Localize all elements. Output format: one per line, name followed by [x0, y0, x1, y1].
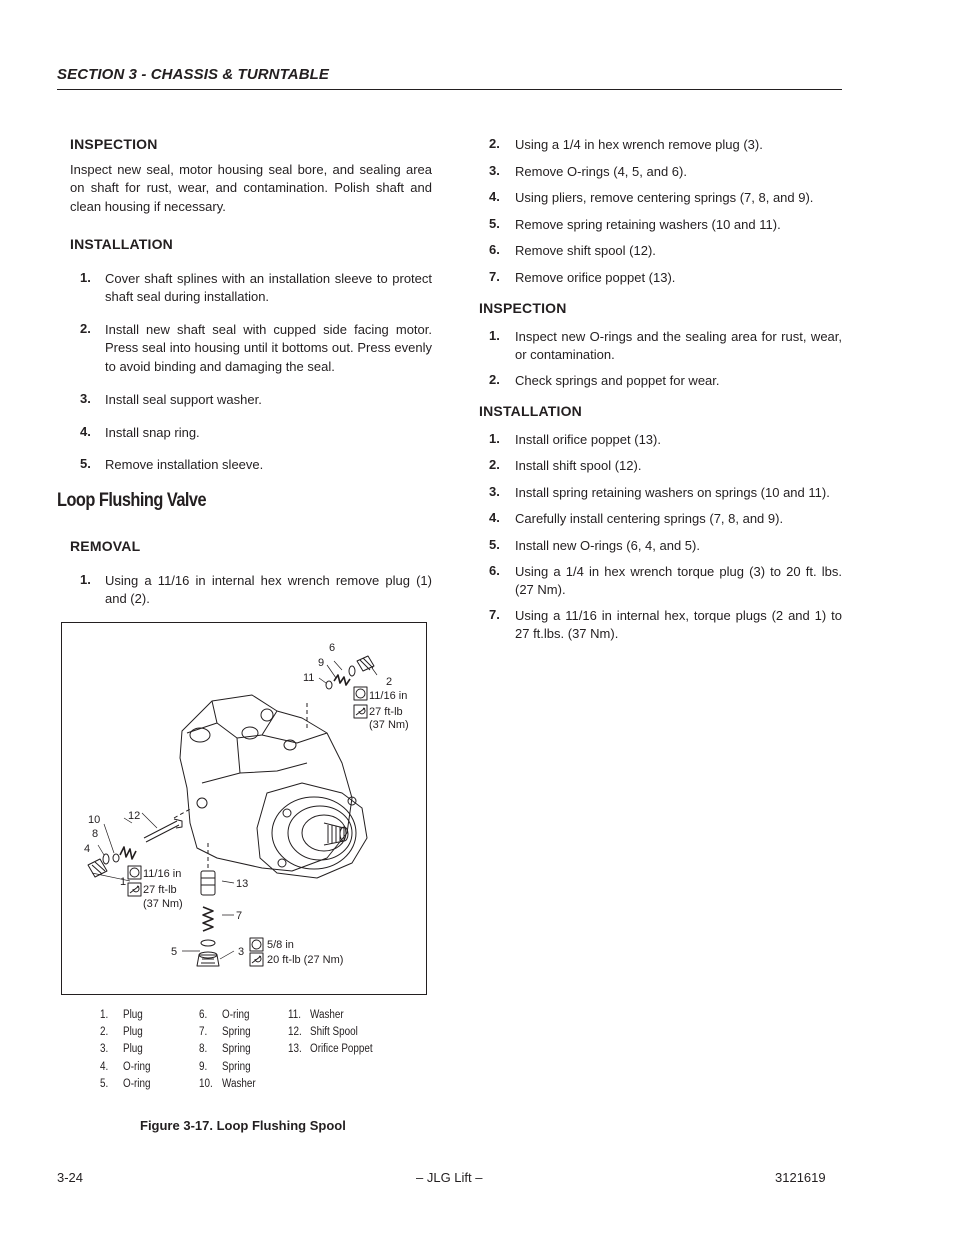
step-text: Using a 1/4 in hex wrench remove plug (3).: [515, 137, 763, 152]
step-text: Install snap ring.: [105, 425, 200, 440]
step-number: 3.: [80, 391, 91, 406]
step-text: Install new O-rings (6, 4, and 5).: [515, 538, 700, 553]
callout-11: 11: [303, 672, 315, 684]
legend-number: 7.: [199, 1026, 208, 1038]
plug-3-part: [197, 952, 219, 966]
step-number: 3.: [489, 484, 500, 499]
document-number: 3121619: [775, 1170, 826, 1185]
shift-spool-part: [144, 819, 182, 842]
oring-4-part: [103, 854, 109, 864]
inspection-text: Inspect new seal, motor housing seal bore, and sealing area on shaft for rust, wear, and contamination. Polish shaft and clean housing if necessary.: [70, 162, 432, 214]
torque-left-value: 27 ft-lb: [143, 884, 177, 896]
callout-8: 8: [92, 828, 99, 840]
step-number: 2.: [489, 372, 500, 387]
washer-10-part: [113, 854, 119, 862]
step-text: Using pliers, remove centering springs (7, 8, and 9).: [515, 190, 814, 205]
step-number: 6.: [489, 563, 500, 578]
loop-flushing-valve-heading: Loop Flushing Valve: [57, 490, 207, 511]
step-number: 1.: [80, 572, 91, 587]
legend-number: 11.: [288, 1009, 302, 1021]
step-text: Install shift spool (12).: [515, 458, 642, 473]
step-text: Remove shift spool (12).: [515, 243, 656, 258]
oring-5-part: [201, 940, 215, 946]
legend-number: 12.: [288, 1026, 302, 1038]
washer-11-part: [326, 681, 332, 689]
step-number: 2.: [489, 136, 500, 151]
header-rule: [57, 89, 842, 90]
step-text: Remove spring retaining washers (10 and 11).: [515, 217, 781, 232]
footer-brand: – JLG Lift –: [416, 1170, 483, 1185]
splined-shaft: [324, 823, 344, 845]
step-text: Using a 1/4 in hex wrench torque plug (3) to 20 ft. lbs. (27 Nm).: [515, 564, 842, 598]
legend-item: Orifice Poppet: [310, 1043, 373, 1055]
callout-4: 4: [84, 843, 91, 855]
step-number: 5.: [489, 216, 500, 231]
step-number: 5.: [80, 456, 91, 471]
legend-item: Washer: [222, 1078, 256, 1090]
spring-9-part: [334, 675, 350, 685]
step-text: Inspect new O-rings and the sealing area for rust, wear, or contamination.: [515, 329, 842, 363]
step-text: Install orifice poppet (13).: [515, 432, 661, 447]
step-number: 7.: [489, 269, 500, 284]
callout-1: 1: [120, 876, 127, 888]
oring-6-part: [349, 666, 355, 676]
torque-left-metric: (37 Nm): [143, 898, 183, 910]
legend-item: Spring: [222, 1026, 251, 1038]
step-number: 5.: [489, 537, 500, 552]
step-number: 3.: [489, 163, 500, 178]
step-number: 4.: [489, 189, 500, 204]
step-number: 2.: [80, 321, 91, 336]
callout-9: 9: [318, 657, 325, 669]
step-text: Using a 11/16 in internal hex, torque plugs (2 and 1) to 27 ft.lbs. (37 Nm).: [515, 608, 842, 642]
inspection-heading: INSPECTION: [479, 300, 567, 316]
torque-wrench-icon-bottom: [250, 953, 263, 966]
legend-number: 8.: [199, 1043, 208, 1055]
legend-number: 5.: [100, 1078, 109, 1090]
spring-7-part: [203, 907, 213, 931]
section-header: SECTION 3 - CHASSIS & TURNTABLE: [57, 66, 330, 83]
step-text: Install new shaft seal with cupped side facing motor. Press seal into housing until it bottoms out. Press evenly to avoid binding and damaging the seal.: [105, 322, 432, 374]
step-text: Remove orifice poppet (13).: [515, 270, 676, 285]
step-number: 2.: [489, 457, 500, 472]
callout-10: 10: [88, 814, 101, 826]
legend-item: O-ring: [123, 1078, 151, 1090]
torque-top-size: 11/16 in: [369, 690, 408, 702]
step-number: 7.: [489, 607, 500, 622]
legend-number: 2.: [100, 1026, 109, 1038]
torque-bottom-size: 5/8 in: [267, 939, 294, 951]
plug-2-part: [357, 656, 374, 671]
removal-heading: REMOVAL: [70, 538, 141, 554]
step-number: 1.: [80, 270, 91, 285]
step-text: Remove O-rings (4, 5, and 6).: [515, 164, 687, 179]
step-number: 4.: [489, 510, 500, 525]
legend-item: Plug: [123, 1009, 143, 1021]
legend-number: 3.: [100, 1043, 109, 1055]
callout-3: 3: [238, 946, 245, 958]
step-number: 6.: [489, 242, 500, 257]
step-number: 1.: [489, 431, 500, 446]
hex-wrench-icon-bottom: [250, 938, 263, 951]
hex-wrench-icon-left: [128, 866, 141, 879]
step-number: 4.: [80, 424, 91, 439]
step-text: Cover shaft splines with an installation sleeve to protect shaft seal during installation.: [105, 271, 432, 305]
callout-13: 13: [236, 878, 249, 890]
torque-top-value: 27 ft-lb: [369, 706, 403, 718]
valve-exploded-illustration: [62, 623, 426, 994]
legend-item: O-ring: [123, 1061, 151, 1073]
callout-2: 2: [386, 676, 393, 688]
legend-number: 10.: [199, 1078, 213, 1090]
orifice-poppet-part: [201, 871, 215, 895]
step-text: Remove installation sleeve.: [105, 457, 264, 472]
legend-item: Shift Spool: [310, 1026, 358, 1038]
legend-item: Spring: [222, 1061, 251, 1073]
inspection-heading: INSPECTION: [70, 136, 158, 152]
callout-12: 12: [128, 810, 141, 822]
step-text: Install seal support washer.: [105, 392, 262, 407]
legend-number: 6.: [199, 1009, 208, 1021]
spring-8-part: [120, 847, 136, 859]
legend-number: 4.: [100, 1061, 109, 1073]
legend-item: Washer: [310, 1009, 344, 1021]
loop-flushing-spool-figure: [61, 622, 427, 995]
legend-item: Spring: [222, 1043, 251, 1055]
hex-wrench-icon-top: [354, 687, 367, 700]
legend-item: O-ring: [222, 1009, 250, 1021]
torque-wrench-icon-left: [128, 883, 141, 896]
legend-item: Plug: [123, 1026, 143, 1038]
step-text: Check springs and poppet for wear.: [515, 373, 720, 388]
step-text: Using a 11/16 in internal hex wrench remove plug (1) and (2).: [105, 573, 432, 607]
legend-number: 1.: [100, 1009, 109, 1021]
step-text: Carefully install centering springs (7, 8, and 9).: [515, 511, 784, 526]
torque-bottom-value: 20 ft-lb (27 Nm): [267, 954, 344, 966]
legend-number: 13.: [288, 1043, 302, 1055]
torque-top-metric: (37 Nm): [369, 719, 409, 731]
figure-caption: Figure 3-17. Loop Flushing Spool: [140, 1118, 346, 1133]
page-number: 3-24: [57, 1170, 84, 1185]
torque-wrench-icon-top: [354, 705, 367, 718]
installation-heading: INSTALLATION: [479, 403, 582, 419]
installation-heading: INSTALLATION: [70, 236, 173, 252]
step-text: Install spring retaining washers on springs (10 and 11).: [515, 485, 830, 500]
torque-left-size: 11/16 in: [143, 868, 182, 880]
callout-6: 6: [329, 642, 336, 654]
callout-7: 7: [236, 910, 243, 922]
step-number: 1.: [489, 328, 500, 343]
legend-number: 9.: [199, 1061, 208, 1073]
legend-item: Plug: [123, 1043, 143, 1055]
callout-5: 5: [171, 946, 178, 958]
